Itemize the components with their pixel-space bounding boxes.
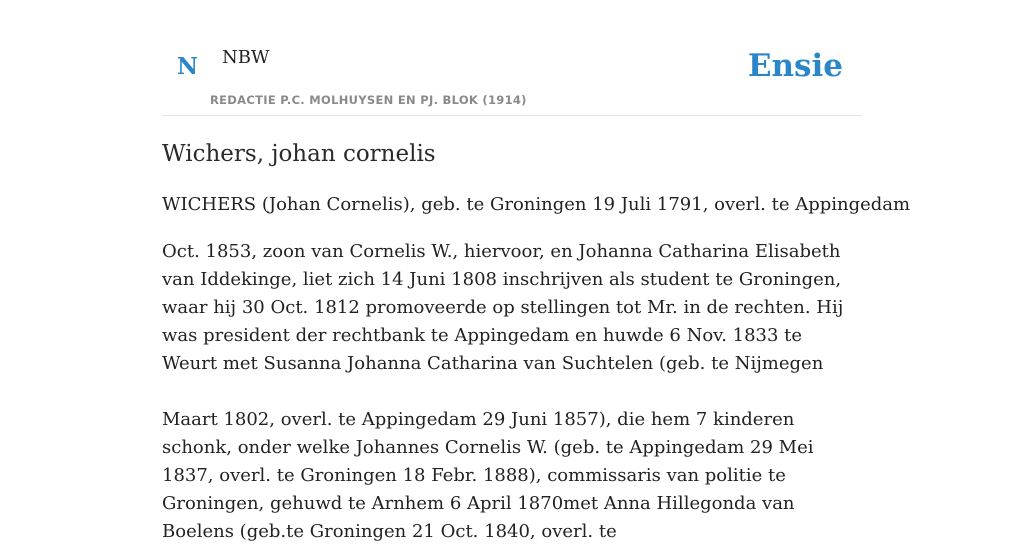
article-title: Wichers, johan cornelis <box>162 141 436 167</box>
source-header <box>162 0 862 116</box>
article-paragraph-3: Maart 1802, overl. te Appingedam 29 Juni 1857), die hem 7 kinderen schonk, onder welke Johannes Cornelis W. (geb. te Appingedam 29 Mei 1837, overl. te Groningen 18 Febr. 1888), commissaris van politie te Groningen, gehuwd te Arnhem 6 April 1870met Anna Hillegonda van Boelens (geb.te Groningen 21 Oct. 1840, overl. te <box>162 409 814 542</box>
article-content <box>162 138 911 546</box>
ensie-logo-link[interactable]: Ensie <box>747 48 843 84</box>
article-paragraph-2: Oct. 1853, zoon van Cornelis W., hiervoor, en Johanna Catharina Elisabeth van Iddekinge, liet zich 14 Juni 1808 inschrijven als student te Groningen, waar hij 30 Oct. 1812 promoveerde op stellingen tot Mr. in de rechten. Hij was president der rechtbank te Appingedam en huwde 6 Nov. 1833 te Weurt met Susanna Johanna Catharina van Suchtelen (geb. te Nijmegen <box>162 241 844 374</box>
source-editor-label: REDACTIE P.C. MOLHUYSEN EN PJ. BLOK (1914) <box>210 93 527 107</box>
article-paragraph-1: WICHERS (Johan Cornelis), geb. te Groningen 19 Juli 1791, overl. te Appingedam <box>162 194 911 215</box>
source-name-link[interactable]: NBW <box>222 47 270 68</box>
source-logo[interactable]: N <box>177 53 199 80</box>
